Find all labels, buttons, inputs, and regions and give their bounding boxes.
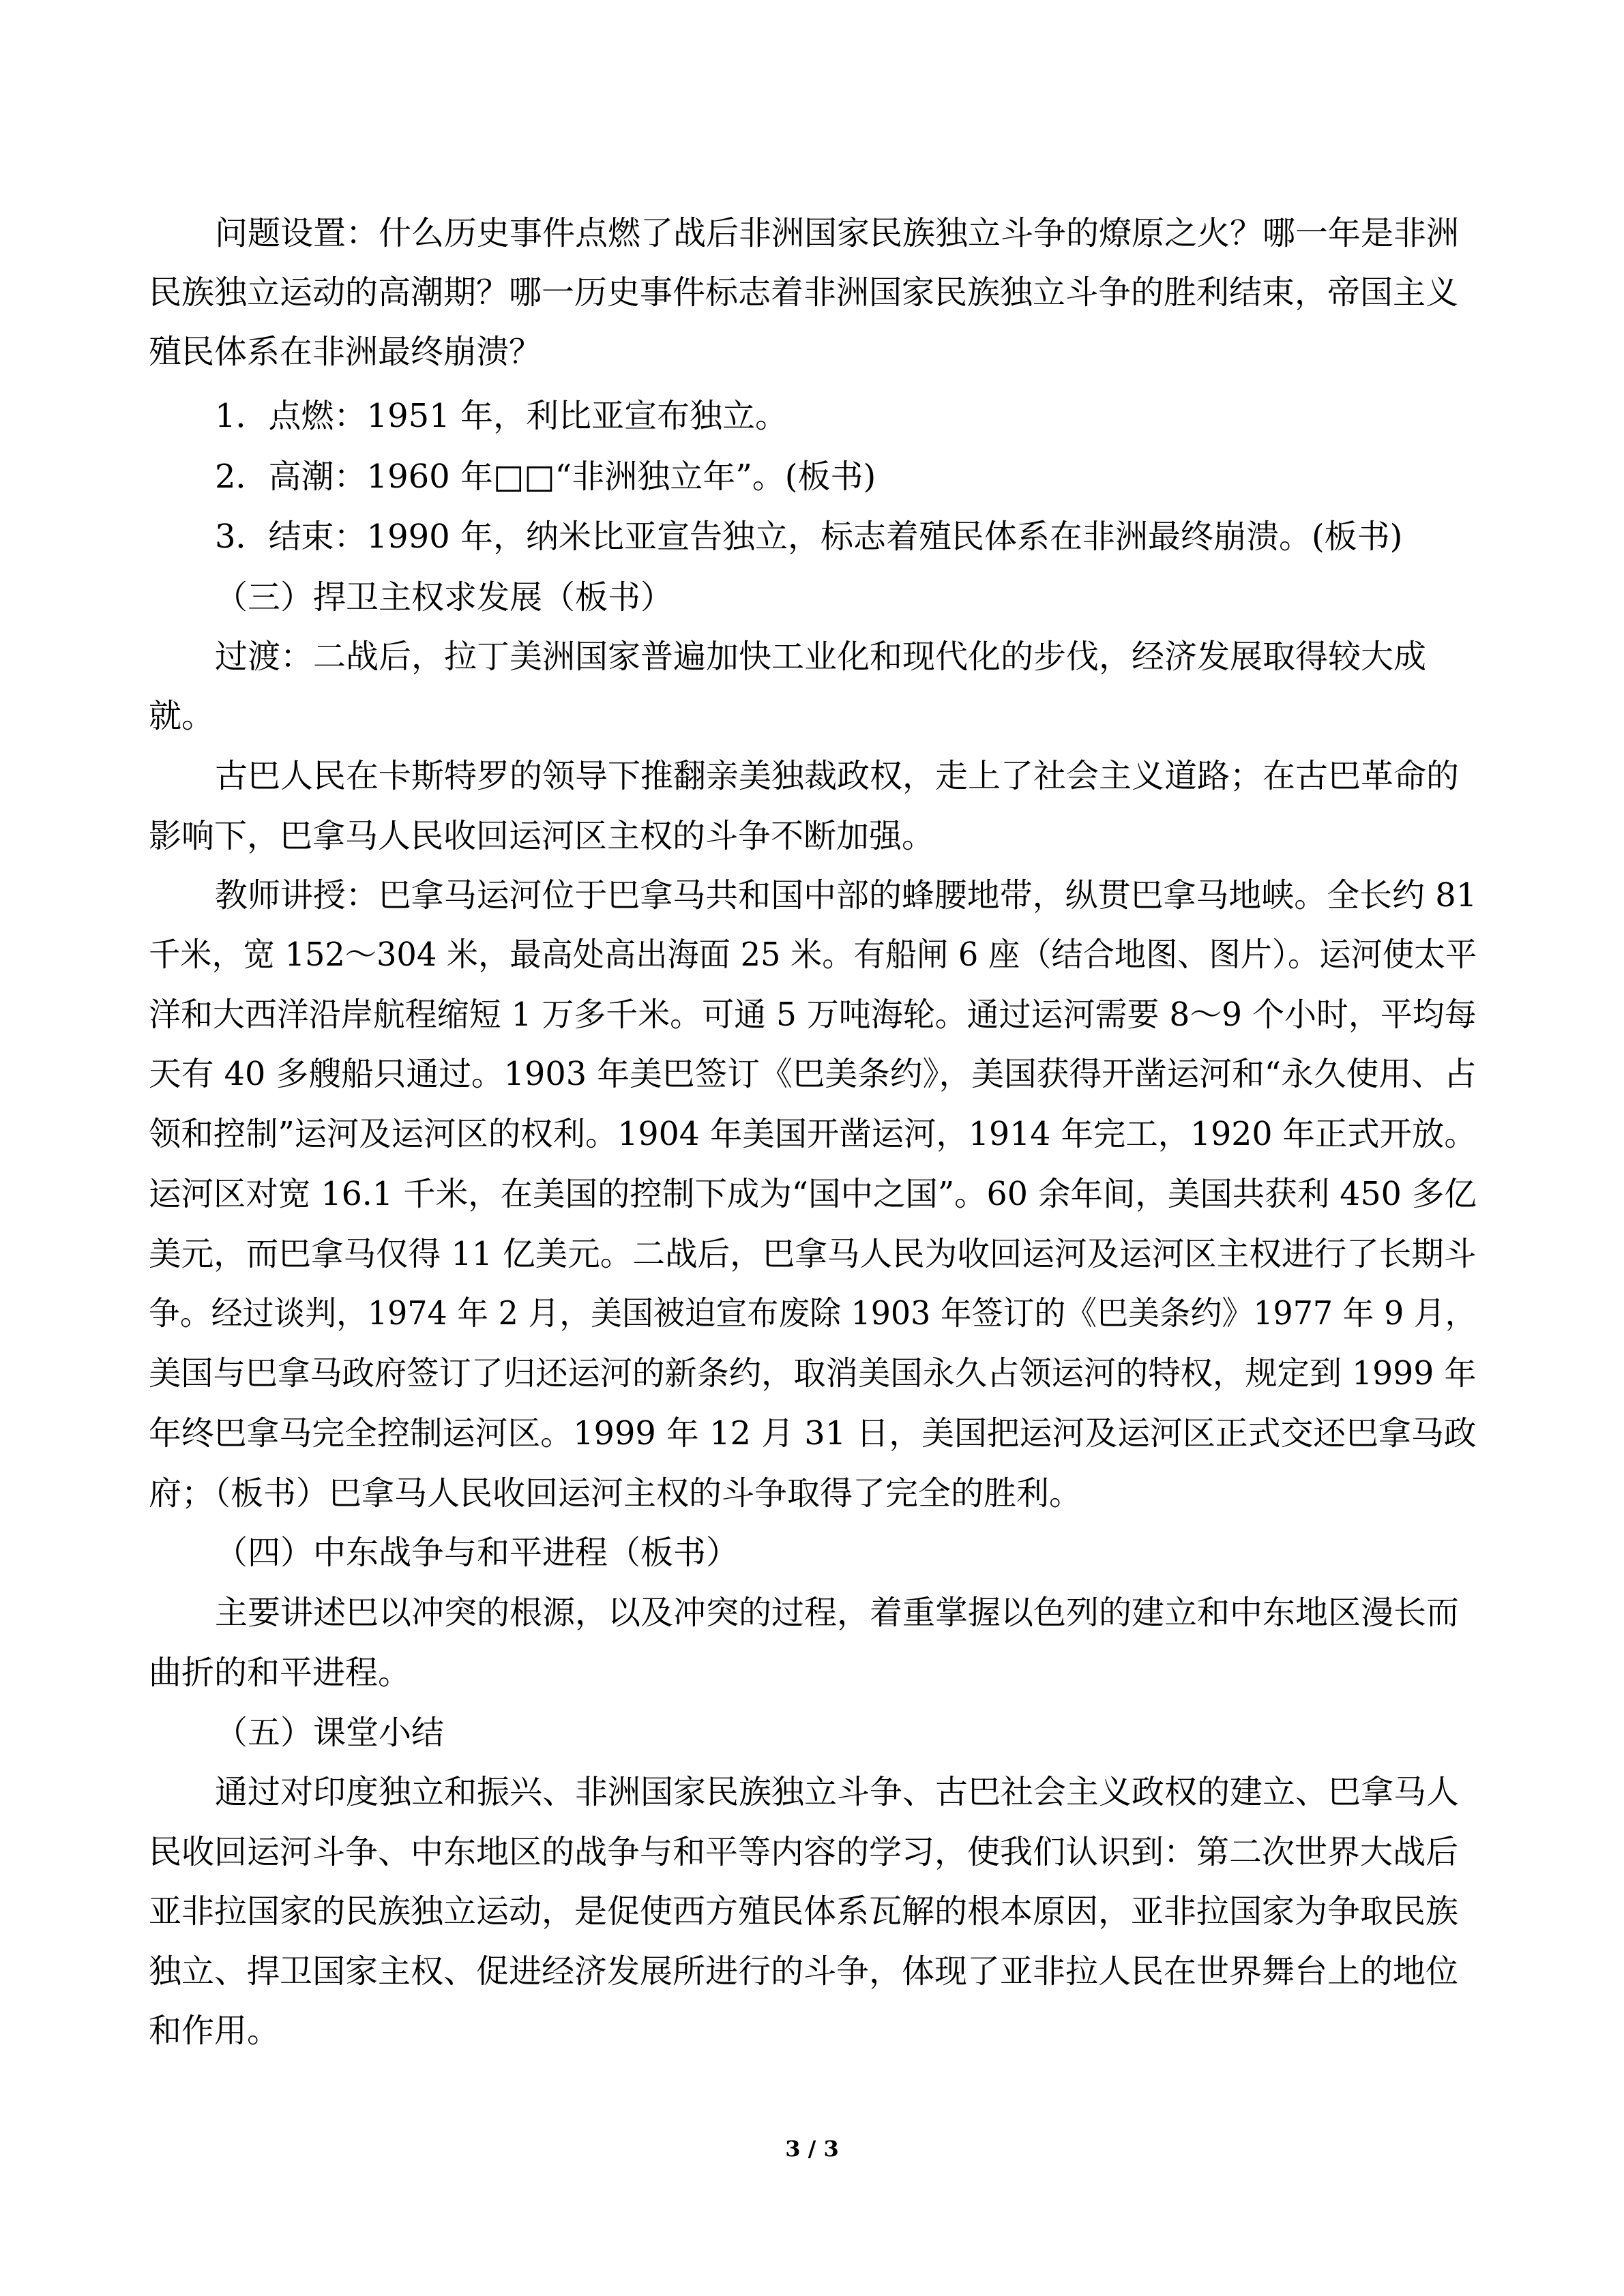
cuba-paragraph-line-2: 影响下，巴拿马人民收回运河区主权的斗争不断加强。 (149, 817, 935, 855)
middle-east-paragraph-line-2: 曲折的和平进程。 (149, 1654, 411, 1692)
lecture-paragraph-line-7: 美元，而巴拿马仅得 11 亿美元。二战后，巴拿马人民为收回运河及运河区主权进行了长期斗 (149, 1235, 1477, 1273)
summary-paragraph-line-3: 亚非拉国家的民族独立运动，是促使西方殖民体系瓦解的根本原因，亚非拉国家为争取民族 (149, 1892, 1459, 1930)
question-paragraph-line-2: 民族独立运动的高潮期？哪一历史事件标志着非洲国家民族独立斗争的胜利结束，帝国主义 (149, 273, 1459, 312)
summary-paragraph-line-4: 独立、捍卫国家主权、促进经济发展所进行的斗争，体现了亚非拉人民在世界舞台上的地位 (149, 1952, 1459, 1991)
lecture-paragraph-line-6: 运河区对宽 16.1 千米，在美国的控制下成为“国中之国”。60 余年间，美国共获利 450 多亿 (149, 1175, 1477, 1213)
list-item-3: 3．结束：1990 年，纳米比亚宣告独立，标志着殖民体系在非洲最终崩溃。(板书) (215, 518, 1403, 556)
section-heading-3: （三）捍卫主权求发展（板书） (215, 578, 674, 616)
transition-paragraph-line-2: 就。 (149, 697, 215, 735)
lecture-paragraph-line-5: 领和控制”运河及运河区的权利。1904 年美国开凿运河，1914 年完工，1920 年正式开放。 (149, 1115, 1477, 1153)
lecture-paragraph-line-1: 教师讲授：巴拿马运河位于巴拿马共和国中部的蜂腰地带，纵贯巴拿马地峡。全长约 81 (215, 876, 1477, 914)
lecture-paragraph-line-3: 洋和大西洋沿岸航程缩短 1 万多千米。可通 5 万吨海轮。通过运河需要 8～9 个小时，平均每 (149, 996, 1477, 1034)
question-paragraph-line-3: 殖民体系在非洲最终崩溃？ (149, 333, 542, 371)
lecture-paragraph-line-11: 府；（板书）巴拿马人民收回运河主权的斗争取得了完全的胜利。 (149, 1474, 1082, 1512)
middle-east-paragraph-line-1: 主要讲述巴以冲突的根源，以及冲突的过程，着重掌握以色列的建立和中东地区漫长而 (215, 1594, 1460, 1632)
section-heading-5: （五）课堂小结 (215, 1714, 445, 1752)
lecture-paragraph-line-10: 年终巴拿马完全控制运河区。1999 年 12 月 31 日，美国把运河及运河区正式交还巴拿马政 (149, 1414, 1477, 1452)
cuba-paragraph-line-1: 古巴人民在卡斯特罗的领导下推翻亲美独裁政权，走上了社会主义道路；在古巴革命的 (215, 757, 1460, 795)
transition-paragraph-line-1: 过渡：二战后，拉丁美洲国家普遍加快工业化和现代化的步伐，经济发展取得较大成 (215, 638, 1427, 676)
question-paragraph-line-1: 问题设置：什么历史事件点燃了战后非洲国家民族独立斗争的燎原之火？哪一年是非洲 (215, 214, 1460, 252)
lecture-paragraph-line-2: 千米，宽 152～304 米，最高处高出海面 25 米。有船闸 6 座（结合地图、图片）。运河使太平 (149, 936, 1477, 974)
section-heading-4: （四）中东战争与和平进程（板书） (215, 1534, 739, 1572)
summary-paragraph-line-5: 和作用。 (149, 2012, 280, 2050)
list-item-2: 2．高潮：1960 年□□“非洲独立年”。(板书) (215, 458, 876, 496)
lecture-paragraph-line-4: 天有 40 多艘船只通过。1903 年美巴签订《巴美条约》，美国获得开凿运河和“永久使用、占 (149, 1055, 1477, 1093)
summary-paragraph-line-1: 通过对印度独立和振兴、非洲国家民族独立斗争、古巴社会主义政权的建立、巴拿马人 (215, 1773, 1460, 1811)
lecture-paragraph-line-9: 美国与巴拿马政府签订了归还运河的新条约，取消美国永久占领运河的特权，规定到 1999 年 (149, 1354, 1477, 1392)
list-item-1: 1．点燃：1951 年，利比亚宣布独立。 (215, 397, 788, 435)
summary-paragraph-line-2: 民收回运河斗争、中东地区的战争与和平等内容的学习，使我们认识到：第二次世界大战后 (149, 1833, 1459, 1871)
page-number: 3 / 3 (785, 2136, 839, 2162)
lecture-paragraph-line-8: 争。经过谈判，1974 年 2 月，美国被迫宣布废除 1903 年签订的《巴美条约》1977 年 9 月， (149, 1294, 1477, 1332)
